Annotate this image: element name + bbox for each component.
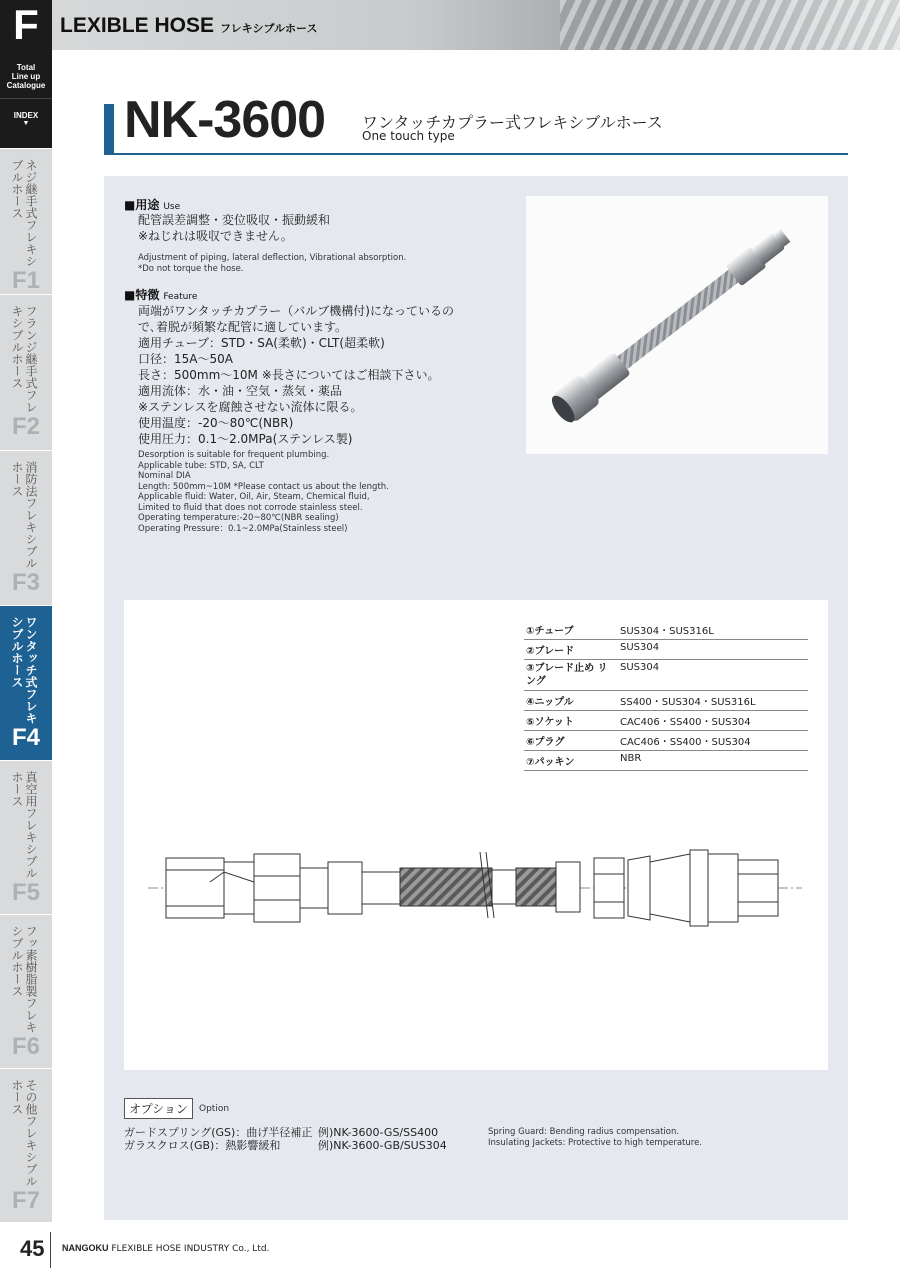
table-row [524, 660, 808, 691]
feature-en-line: Operating Pressure：0.1~2.0MPa(Stainless steel) [138, 523, 348, 534]
feature-jp-line: 使用圧力：0.1〜2.0MPa(ステンレス製) [138, 432, 353, 446]
footer-divider [50, 1232, 51, 1268]
feature-jp-line: 両端がワンタッチカプラー（バルブ機構付)になっているの [138, 304, 454, 318]
use-label-en: Use [163, 202, 181, 212]
feature-jp-line: 使用温度：-20〜80℃(NBR) [138, 416, 294, 430]
use-en [138, 253, 406, 274]
option-en-line: Insulating Jackets: Protective to high temperature. [488, 1137, 702, 1148]
use-heading [124, 196, 180, 213]
sidebar-item-label: フッ素樹脂製フレキシブルホース [10, 925, 38, 1033]
part-cell: ⑤ソケット [524, 711, 618, 731]
part-cell: ⑥プラグ [524, 731, 618, 751]
table-row [524, 751, 808, 771]
sidebar-item-label: ネジ継手式フレキシブルホース [10, 159, 38, 267]
header-decoration [560, 0, 900, 50]
part-cell: ④ニップル [524, 691, 618, 711]
page-number: 45 [20, 1236, 45, 1261]
product-model: NK-3600 [124, 91, 326, 149]
material-cell: SUS304 [618, 660, 808, 691]
sidebar-item-f1[interactable] [0, 148, 52, 303]
index-arrow-icon: ▼ [22, 120, 30, 127]
company-name-bold: NANGOKU [62, 1243, 109, 1253]
title-accent-bar [104, 104, 114, 154]
option-label-box: オプション [124, 1098, 193, 1119]
feature-en-line: Operating temperature:-20~80℃(NBR sealing) [138, 513, 339, 523]
sidebar-item-code: F7 [11, 1187, 40, 1214]
title-rule [104, 153, 848, 155]
index-link[interactable] [0, 98, 52, 148]
part-cell: ③ブレード止め リング [524, 660, 618, 691]
option-jp-line: ガラスクロス(GB)：熱影響緩和 [124, 1139, 281, 1152]
part-cell: ②ブレード [524, 640, 618, 660]
sidebar-item-f4[interactable] [0, 605, 52, 760]
feature-en-line: Nominal DIA [138, 471, 191, 481]
sidebar-item-label: ワンタッチ式フレキシブルホース [10, 616, 38, 724]
use-label: ■用途 [124, 198, 160, 212]
sidebar-item-code: F5 [11, 879, 40, 906]
feature-heading [124, 286, 197, 303]
feature-jp-line: で､着脱が頻繁な配管に適しています。 [138, 320, 348, 334]
total-lineup-link[interactable] [0, 50, 52, 98]
table-row [524, 620, 808, 640]
sidebar [0, 50, 52, 1222]
use-jp [138, 212, 330, 244]
material-cell: NBR [618, 751, 808, 771]
option-examples [318, 1126, 447, 1152]
feature-en-line: Desorption is suitable for frequent plumbing. [138, 450, 330, 460]
material-cell: CAC406・SS400・SUS304 [618, 711, 808, 731]
product-name-jp: ワンタッチカプラー式フレキシブルホース [362, 113, 663, 132]
sidebar-item-code: F2 [11, 413, 40, 440]
option-jp [124, 1126, 312, 1152]
sidebar-item-code: F4 [11, 724, 40, 751]
header-title-text: LEXIBLE HOSE [60, 14, 215, 37]
feature-jp-line: 口径：15A〜50A [138, 352, 233, 366]
material-cell: SUS304・SUS316L [618, 620, 808, 640]
table-row [524, 711, 808, 731]
materials-table [524, 620, 808, 771]
material-cell: SS400・SUS304・SUS316L [618, 691, 808, 711]
feature-label-en: Feature [163, 292, 198, 302]
feature-jp-line: 適用流体：水・油・空気・蒸気・薬品 [138, 384, 343, 398]
feature-jp-line: 長さ：500mm〜10M ※長さについてはご相談下さい。 [138, 368, 440, 382]
header-subtitle: フレキシブルホース [220, 23, 318, 35]
use-en-line: Adjustment of piping, lateral deflection, Vibrational absorption. [138, 253, 407, 263]
index-label: INDEX [13, 111, 39, 120]
sidebar-item-label: 真空用フレキシブルホース [10, 771, 38, 879]
use-en-line: *Do not torque the hose. [138, 263, 244, 274]
material-cell: CAC406・SS400・SUS304 [618, 731, 808, 751]
sidebar-item-label: 消防法フレキシブルホース [10, 461, 38, 569]
feature-jp-line: 適用チューブ：STD・SA(柔軟)・CLT(超柔軟) [138, 336, 385, 350]
header-title [60, 14, 318, 38]
feature-jp-line: ※ステンレスを腐蝕させない流体に限る。 [138, 400, 363, 414]
sidebar-item-f6[interactable] [0, 914, 52, 1069]
feature-en-line: Applicable tube: STD, SA, CLT [138, 460, 264, 471]
footer-company [62, 1243, 269, 1254]
total-label-1: Total [16, 63, 36, 72]
feature-label: ■特徴 [124, 288, 160, 302]
feature-en-line: Limited to fluid that does not corrode stainless steel. [138, 502, 363, 513]
use-jp-line: ※ねじれは吸収できません。 [138, 229, 293, 243]
sidebar-item-label: フランジ継手式フレキシブルホース [10, 305, 38, 413]
product-name-en: One touch type [362, 129, 455, 143]
sidebar-item-f7[interactable] [0, 1068, 52, 1223]
material-cell: SUS304 [618, 640, 808, 660]
feature-en-line: Applicable fluid: Water, Oil, Air, Steam, Chemical fluid, [138, 492, 370, 502]
total-label-2: Line up [11, 72, 41, 81]
sidebar-item-code: F6 [11, 1033, 40, 1060]
option-en [488, 1127, 702, 1148]
use-jp-line: 配管誤差調整・変位吸収・振動緩和 [138, 213, 331, 227]
table-row [524, 691, 808, 711]
product-photo [526, 196, 828, 454]
page-header [0, 0, 900, 50]
option-en-line: Spring Guard: Bending radius compensation. [488, 1127, 680, 1137]
feature-en [138, 450, 389, 534]
sidebar-item-code: F3 [11, 569, 40, 596]
company-name-rest: FLEXIBLE HOSE INDUSTRY Co., Ltd. [111, 1244, 270, 1254]
part-cell: ⑦パッキン [524, 751, 618, 771]
feature-jp [138, 303, 454, 447]
option-label-en: Option [199, 1104, 230, 1114]
sidebar-item-f2[interactable] [0, 294, 52, 449]
table-row [524, 640, 808, 660]
section-letter: F [0, 0, 52, 50]
sidebar-item-f3[interactable] [0, 450, 52, 605]
sidebar-item-f5[interactable] [0, 760, 52, 915]
option-example-line: 例)NK-3600-GB/SUS304 [318, 1139, 447, 1152]
table-row [524, 731, 808, 751]
feature-en-line: Length: 500mm~10M *Please contact us about the length. [138, 481, 389, 492]
option-example-line: 例)NK-3600-GS/SS400 [318, 1126, 439, 1139]
option-jp-line: ガードスプリング(GS)：曲げ半径補正 [124, 1126, 313, 1139]
sidebar-item-code: F1 [11, 267, 40, 294]
part-cell: ①チューブ [524, 620, 618, 640]
total-label-3: Catalogue [6, 81, 46, 90]
sidebar-item-label: その他フレキシブルホース [10, 1079, 38, 1187]
